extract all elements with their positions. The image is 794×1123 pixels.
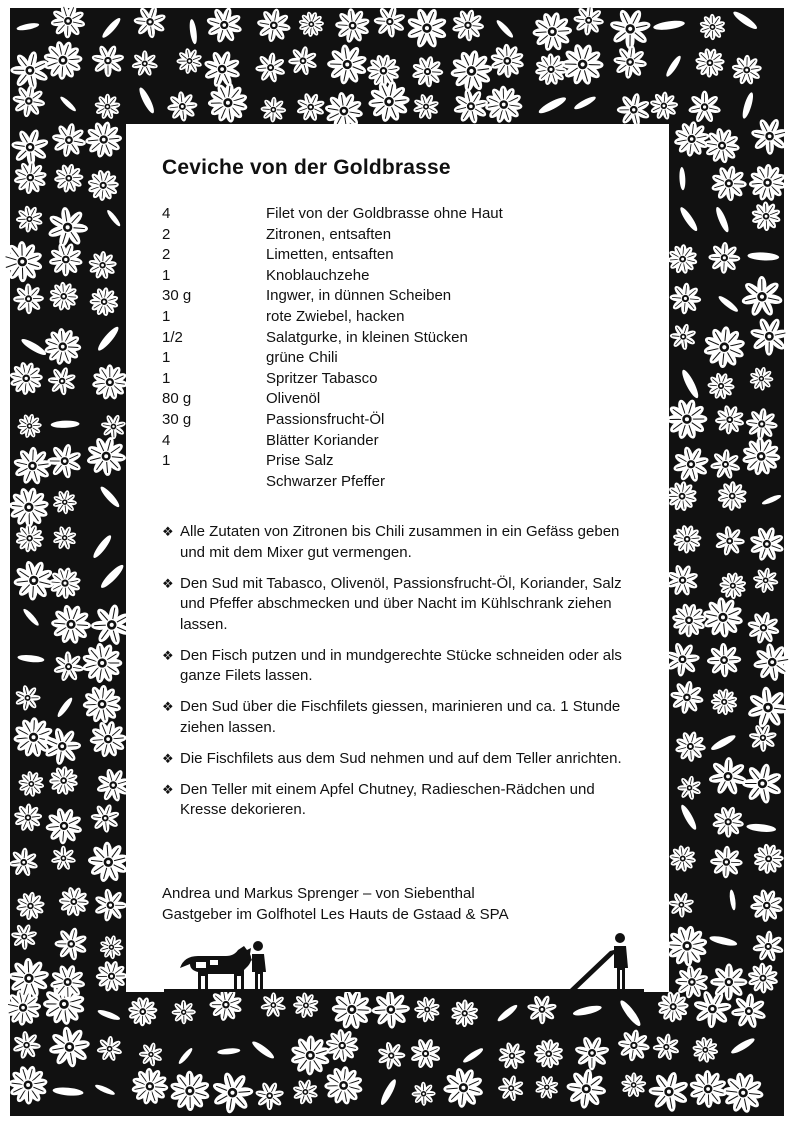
instruction-step <box>162 522 637 563</box>
ingredient-row <box>162 266 632 287</box>
signature-role: Gastgeber im Golfhotel Les Hauts de Gstaad & SPA <box>162 905 509 923</box>
ingredient-quantity: 1 <box>162 266 171 284</box>
diamond-bullet-icon: ❖ <box>162 781 174 797</box>
ingredient-row <box>162 472 632 493</box>
ingredient-row <box>162 451 632 472</box>
instruction-step <box>162 646 637 687</box>
ingredient-name: Passionsfrucht-Öl <box>266 410 385 428</box>
ingredient-quantity: 1 <box>162 452 171 470</box>
ingredient-row <box>162 245 632 266</box>
ingredient-quantity: 1 <box>162 369 171 387</box>
ingredient-quantity: 30 g <box>162 287 192 305</box>
alpine-scene-illustration <box>126 924 669 992</box>
ingredient-name: Limetten, entsaften <box>266 246 394 264</box>
instruction-step <box>162 749 637 770</box>
ingredient-list <box>162 204 632 492</box>
ingredient-quantity: 4 <box>162 431 171 449</box>
ingredient-name: grüne Chili <box>266 349 338 367</box>
ingredient-name: Zitronen, entsaften <box>266 225 392 243</box>
instruction-text: Alle Zutaten von Zitronen bis Chili zusammen in ein Gefäss geben und mit dem Mixer gut vermengen. <box>180 523 620 561</box>
ingredient-row <box>162 328 632 349</box>
signature <box>162 884 509 925</box>
ingredient-row <box>162 225 632 246</box>
ingredient-name: Schwarzer Pfeffer <box>266 472 385 490</box>
instruction-step <box>162 574 637 636</box>
ingredient-name: Knoblauchzehe <box>266 266 370 284</box>
ingredient-row <box>162 389 632 410</box>
ingredient-name: Spritzer Tabasco <box>266 369 378 387</box>
ingredient-row <box>162 204 632 225</box>
diamond-bullet-icon: ❖ <box>162 575 174 591</box>
diamond-bullet-icon: ❖ <box>162 647 174 663</box>
alphorn-player-silhouette <box>562 933 628 992</box>
signature-names: Andrea und Markus Sprenger – von Siebenthal <box>162 885 475 902</box>
ingredient-row <box>162 410 632 431</box>
ingredient-quantity: 80 g <box>162 390 192 408</box>
ingredient-row <box>162 369 632 390</box>
ingredient-quantity: 2 <box>162 246 171 264</box>
ingredient-name: Olivenöl <box>266 390 321 408</box>
diamond-bullet-icon: ❖ <box>162 524 174 539</box>
instruction-text: Den Fisch putzen und in mundgerechte Stücke schneiden oder als ganze Filets lassen. <box>180 646 622 684</box>
ground-line <box>164 989 644 992</box>
diamond-bullet-icon: ❖ <box>162 699 174 714</box>
ingredient-quantity: 2 <box>162 225 171 243</box>
cow-silhouette <box>180 946 251 990</box>
ingredient-name: Blätter Koriander <box>266 431 379 449</box>
ingredient-name: Prise Salz <box>266 452 334 470</box>
flower-ornament <box>172 1000 196 1024</box>
flower-ornament <box>412 1082 436 1106</box>
ingredient-quantity: 1 <box>162 349 171 367</box>
ingredient-quantity: 4 <box>162 205 171 222</box>
ingredient-quantity <box>162 472 266 493</box>
ingredient-row <box>162 307 632 328</box>
ingredient-quantity: 1/2 <box>162 328 183 346</box>
instruction-text: Den Sud mit Tabasco, Olivenöl, Passionsfrucht-Öl, Koriander, Salz und Pfeffer abschmecken und über Nacht im Kühlschrank ziehen lassen. <box>180 574 622 633</box>
flower-ornament <box>710 963 747 1000</box>
ingredient-row <box>162 348 632 369</box>
instruction-text: Den Teller mit einem Apfel Chutney, Radieschen-Rädchen und Kresse dekorieren. <box>180 780 595 818</box>
instruction-text: Die Fischfilets aus dem Sud nehmen und auf dem Teller anrichten. <box>180 749 622 767</box>
recipe-title: Ceviche von der Goldbrasse <box>162 156 451 179</box>
instruction-step <box>162 697 637 738</box>
ingredient-quantity: 30 g <box>162 410 192 428</box>
diamond-bullet-icon: ❖ <box>162 750 174 766</box>
instruction-text: Den Sud über die Fischfilets giessen, marinieren und ca. 1 Stunde ziehen lassen. <box>180 698 621 736</box>
ingredient-name: rote Zwiebel, hacken <box>266 307 405 325</box>
instruction-list <box>162 522 637 831</box>
ingredient-quantity: 1 <box>162 307 171 325</box>
ingredient-row <box>162 431 632 452</box>
recipe-card <box>126 124 669 992</box>
ingredient-row <box>162 286 632 307</box>
ingredient-name: Salatgurke, in kleinen Stücken <box>266 328 468 346</box>
ingredient-name: Filet von der Goldbrasse ohne Haut <box>266 205 503 222</box>
ingredient-name: Ingwer, in dünnen Scheiben <box>266 287 452 305</box>
instruction-step <box>162 780 637 821</box>
